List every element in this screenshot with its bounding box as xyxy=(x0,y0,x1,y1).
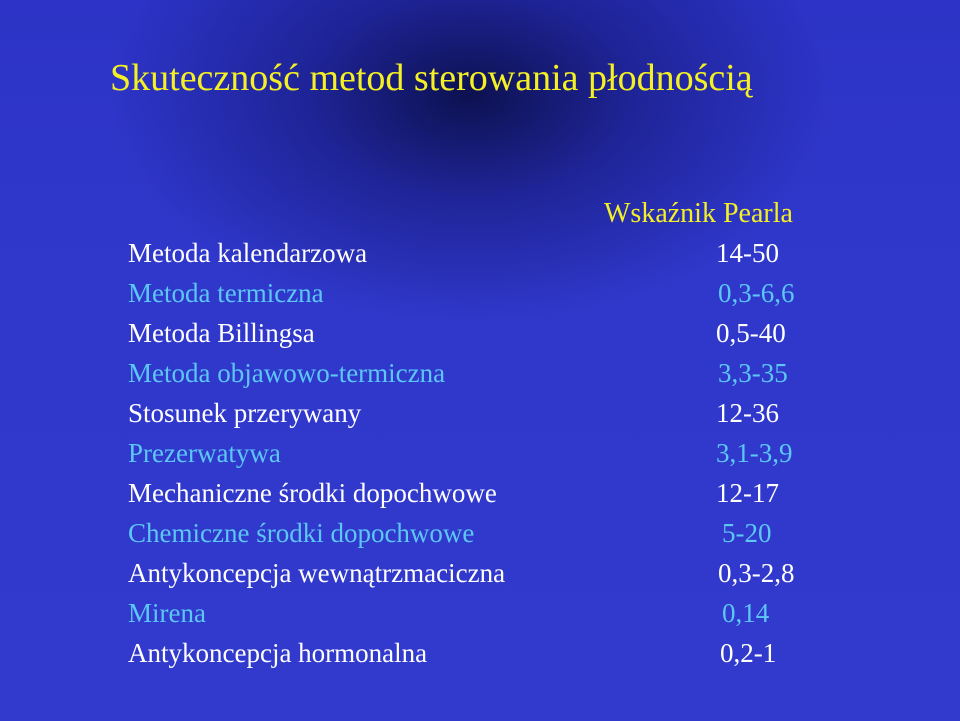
table-row xyxy=(0,638,960,678)
pearl-index-value: 0,3-2,8 xyxy=(718,558,795,588)
table-row xyxy=(0,518,960,558)
table-row xyxy=(0,278,960,318)
table-row xyxy=(0,358,960,398)
method-name: Chemiczne środki dopochwowe xyxy=(128,518,475,548)
pearl-index-value: 3,1-3,9 xyxy=(716,438,793,468)
pearl-index-value: 0,2-1 xyxy=(720,638,777,668)
pearl-index-value: 5-20 xyxy=(722,518,772,548)
table-row xyxy=(0,558,960,598)
table-row xyxy=(0,238,960,278)
method-name: Antykoncepcja hormonalna xyxy=(128,638,428,668)
pearl-index-value: 0,5-40 xyxy=(716,318,786,348)
table-row xyxy=(0,478,960,518)
table-row xyxy=(0,438,960,478)
table-row xyxy=(0,318,960,358)
method-name: Metoda objawowo-termiczna xyxy=(128,358,446,388)
table-row xyxy=(0,598,960,638)
method-name: Antykoncepcja wewnątrzmaciczna xyxy=(128,558,506,588)
method-name: Metoda kalendarzowa xyxy=(128,238,368,268)
pearl-index-value: 12-17 xyxy=(716,478,779,508)
table-row xyxy=(0,398,960,438)
method-name: Mirena xyxy=(128,598,206,628)
method-name: Prezerwatywa xyxy=(128,438,281,468)
pearl-index-value: 3,3-35 xyxy=(718,358,788,388)
pearl-index-column-header: Wskaźnik Pearla xyxy=(604,198,793,229)
method-name: Stosunek przerywany xyxy=(128,398,362,428)
pearl-index-value: 14-50 xyxy=(716,238,779,268)
pearl-index-value: 0,3-6,6 xyxy=(718,278,795,308)
pearl-index-value: 12-36 xyxy=(716,398,779,428)
method-name: Metoda termiczna xyxy=(128,278,324,308)
method-name: Metoda Billingsa xyxy=(128,318,315,348)
slide-title: Skuteczność metod sterowania płodnością xyxy=(110,57,753,99)
method-name: Mechaniczne środki dopochwowe xyxy=(128,478,497,508)
pearl-index-value: 0,14 xyxy=(722,598,770,628)
